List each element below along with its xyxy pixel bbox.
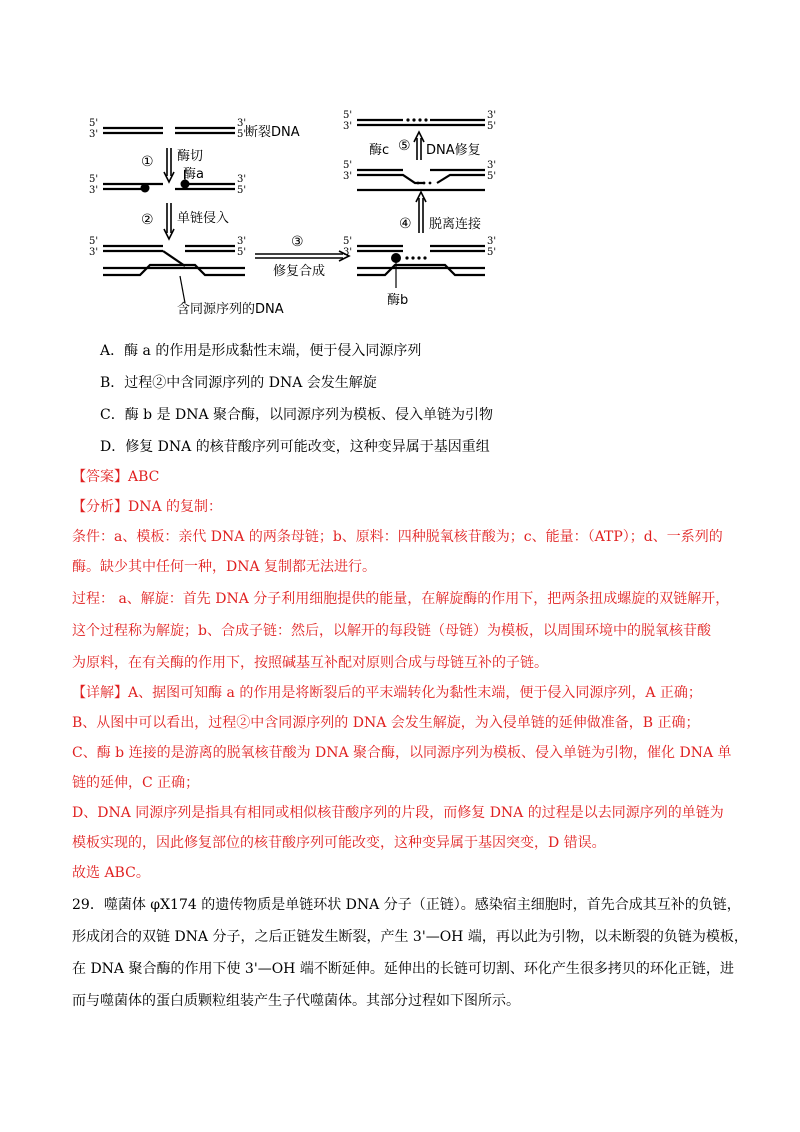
label-enzyme-c: 酶c: [369, 143, 390, 158]
end-label: 5': [237, 129, 247, 140]
detail-line: B、从图中可以看出，过程②中含同源序列的 DNA 会发生解旋，为入侵单链的延伸做准备，B 正确；: [72, 715, 700, 731]
dna-repair-diagram: [85, 108, 510, 323]
step-4: ④: [399, 216, 412, 232]
detail-line: 【详解】A、据图可知酶 a 的作用是将断裂后的平末端转化为黏性末端，便于侵入同源序列，A 正确；: [72, 685, 702, 701]
label-enzyme-cut: 酶切: [177, 149, 204, 164]
end-label: 3': [89, 185, 99, 196]
option-c: C．酶 b 是 DNA 聚合酶，以同源序列为模板、侵入单链为引物: [100, 407, 494, 423]
question-29-line: 而与噬菌体的蛋白质颗粒组装产生子代噬菌体。其部分过程如下图所示。: [72, 993, 520, 1009]
end-label: 5': [89, 236, 99, 247]
end-label: 5': [237, 247, 247, 258]
end-label: 3': [237, 118, 247, 129]
step-1: ①: [141, 154, 154, 170]
label-dissociation-ligation: 脱离连接: [429, 217, 482, 232]
label-single-strand-invasion: 单链侵入: [177, 211, 230, 226]
end-label: 3': [89, 247, 99, 258]
end-label: 3': [237, 174, 247, 185]
end-label: 3': [487, 110, 497, 121]
end-label: 5': [487, 247, 497, 258]
end-label: 3': [237, 236, 247, 247]
end-label: 5': [343, 236, 353, 247]
end-label: 5': [487, 171, 497, 182]
step-2: ②: [141, 212, 154, 228]
detail-line: 模板实现的，因此修复部位的核苷酸序列可能改变，这种变异属于基因突变，D 错误。: [72, 835, 606, 851]
label-repair-synthesis: 修复合成: [273, 264, 326, 279]
end-label: 5': [237, 185, 247, 196]
option-d: D．修复 DNA 的核苷酸序列可能改变，这种变异属于基因重组: [100, 439, 490, 455]
label-dna-repair: DNA修复: [426, 143, 481, 158]
step-3: ③: [291, 234, 304, 250]
question-29-line: 29．噬菌体 φX174 的遗传物质是单链环状 DNA 分子（正链）。感染宿主细胞时，首先合成其互补的负链，: [72, 897, 741, 913]
analysis-line: 为原料，在有关酶的作用下，按照碱基互补配对原则合成与母链互补的子链。: [72, 655, 548, 671]
label-homologous-dna: 含同源序列的DNA: [177, 302, 284, 317]
label-broken-dna: 断裂DNA: [245, 125, 300, 140]
analysis-line: 条件：a、模板：亲代 DNA 的两条母链；b、原料：四种脱氧核苷酸为；c、能量：（ATP）；d、一系列的: [72, 529, 723, 545]
end-label: 5': [89, 174, 99, 185]
question-29-line: 在 DNA 聚合酶的作用下使 3'—OH 端不断延伸。延伸出的长链可切割、环化产生很多拷贝的环化正链，进: [72, 961, 734, 977]
end-label: 3': [89, 129, 99, 140]
analysis-title: 【分析】DNA 的复制：: [72, 499, 223, 515]
option-b: B．过程②中含同源序列的 DNA 会发生解旋: [100, 375, 377, 391]
analysis-line: 这个过程称为解旋；b、合成子链：然后，以解开的每段链（母链）为模板，以周围环境中的脱氧核苷酸: [72, 623, 711, 639]
end-label: 3': [343, 171, 353, 182]
step-5: ⑤: [398, 138, 411, 154]
detail-line: C、酶 b 连接的是游离的脱氧核苷酸为 DNA 聚合酶，以同源序列为模板、侵入单链为引物，催化 DNA 单: [72, 745, 732, 761]
end-label: 3': [487, 160, 497, 171]
label-enzyme-b: 酶b: [387, 293, 409, 308]
question-29-line: 形成闭合的双链 DNA 分子，之后正链发生断裂，产生 3'—OH 端，再以此为引物，以未断裂的负链为模板，: [72, 929, 748, 945]
option-a: A．酶 a 的作用是形成黏性末端，便于侵入同源序列: [100, 343, 422, 359]
end-label: 3': [343, 121, 353, 132]
detail-line: D、DNA 同源序列是指具有相同或相似核苷酸序列的片段，而修复 DNA 的过程是以去同源序列的单链为: [72, 805, 724, 821]
conclusion: 故选 ABC。: [72, 865, 150, 881]
label-enzyme-a: 酶a: [183, 167, 204, 182]
end-label: 5': [89, 118, 99, 129]
end-label: 5': [343, 110, 353, 121]
end-label: 5': [487, 121, 497, 132]
analysis-line: 过程： a、解旋：首先 DNA 分子利用细胞提供的能量，在解旋酶的作用下，把两条扭成螺旋的双链解开，: [72, 591, 730, 607]
detail-line: 链的延伸，C 正确；: [72, 775, 200, 791]
answer: 【答案】ABC: [72, 469, 160, 485]
end-label: 3': [343, 247, 353, 258]
end-label: 3': [487, 236, 497, 247]
analysis-line: 酶。缺少其中任何一种，DNA 复制都无法进行。: [72, 559, 377, 575]
end-label: 5': [343, 160, 353, 171]
